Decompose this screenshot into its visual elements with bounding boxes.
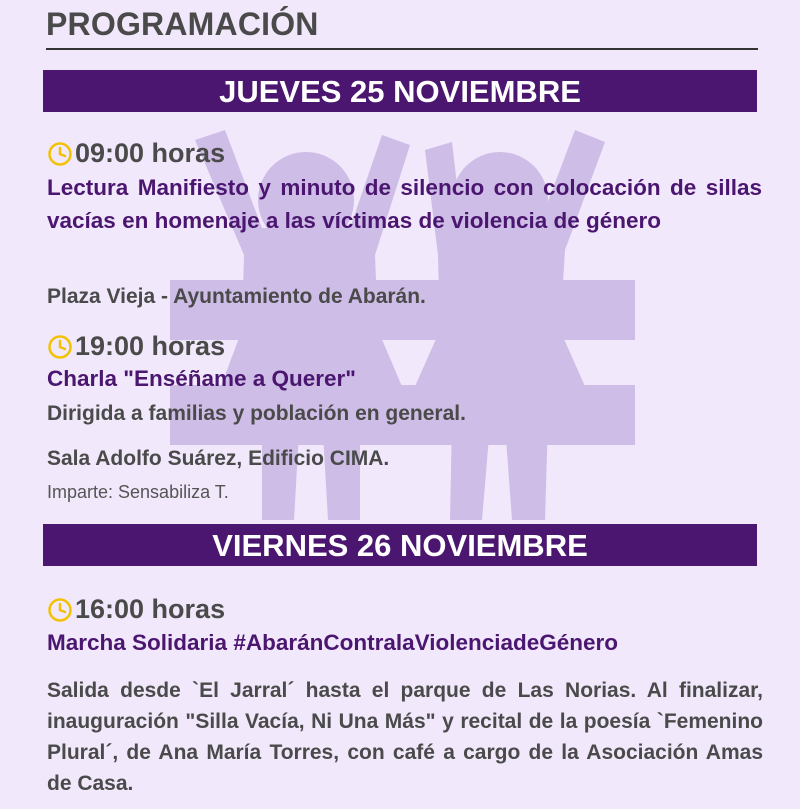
day-header-friday: VIERNES 26 NOVIEMBRE [43,524,757,566]
event-time-label: 16:00 horas [75,594,226,624]
event-location: Plaza Vieja - Ayuntamiento de Abarán. [47,285,426,308]
event-audience: Dirigida a familias y población en general. [47,402,466,425]
title-divider [46,48,758,50]
event-description: Salida desde `El Jarral´ hasta el parque de Las Norias. Al finalizar, inauguración "Silla Vacía, Ni Una Más" y recital de la poesía `Femenino Plural´, de Ana María Torres, con café a cargo de la Asociación Amas de Casa. [47,679,763,795]
clock-icon [47,334,73,360]
clock-icon [47,141,73,167]
event-title: Charla "Enséñame a Querer" [47,366,356,391]
event-time [47,138,225,169]
event-title: Lectura Manifiesto y minuto de silencio con colocación de sillas vacías en homenaje a las víctimas de violencia de género [47,175,762,233]
event-time [47,594,225,625]
event-time-label: 19:00 horas [75,331,226,361]
event-location: Sala Adolfo Suárez, Edificio CIMA. [47,447,390,470]
event-time-label: 09:00 horas [75,138,226,168]
day-header-thursday: JUEVES 25 NOVIEMBRE [43,70,757,112]
event-speaker: Imparte: Sensabiliza T. [47,482,229,502]
event-title: Marcha Solidaria #AbaránContralaViolenciadeGénero [47,630,619,655]
event-time [47,331,225,362]
page-title: PROGRAMACIÓN [46,6,319,42]
clock-icon [47,597,73,623]
